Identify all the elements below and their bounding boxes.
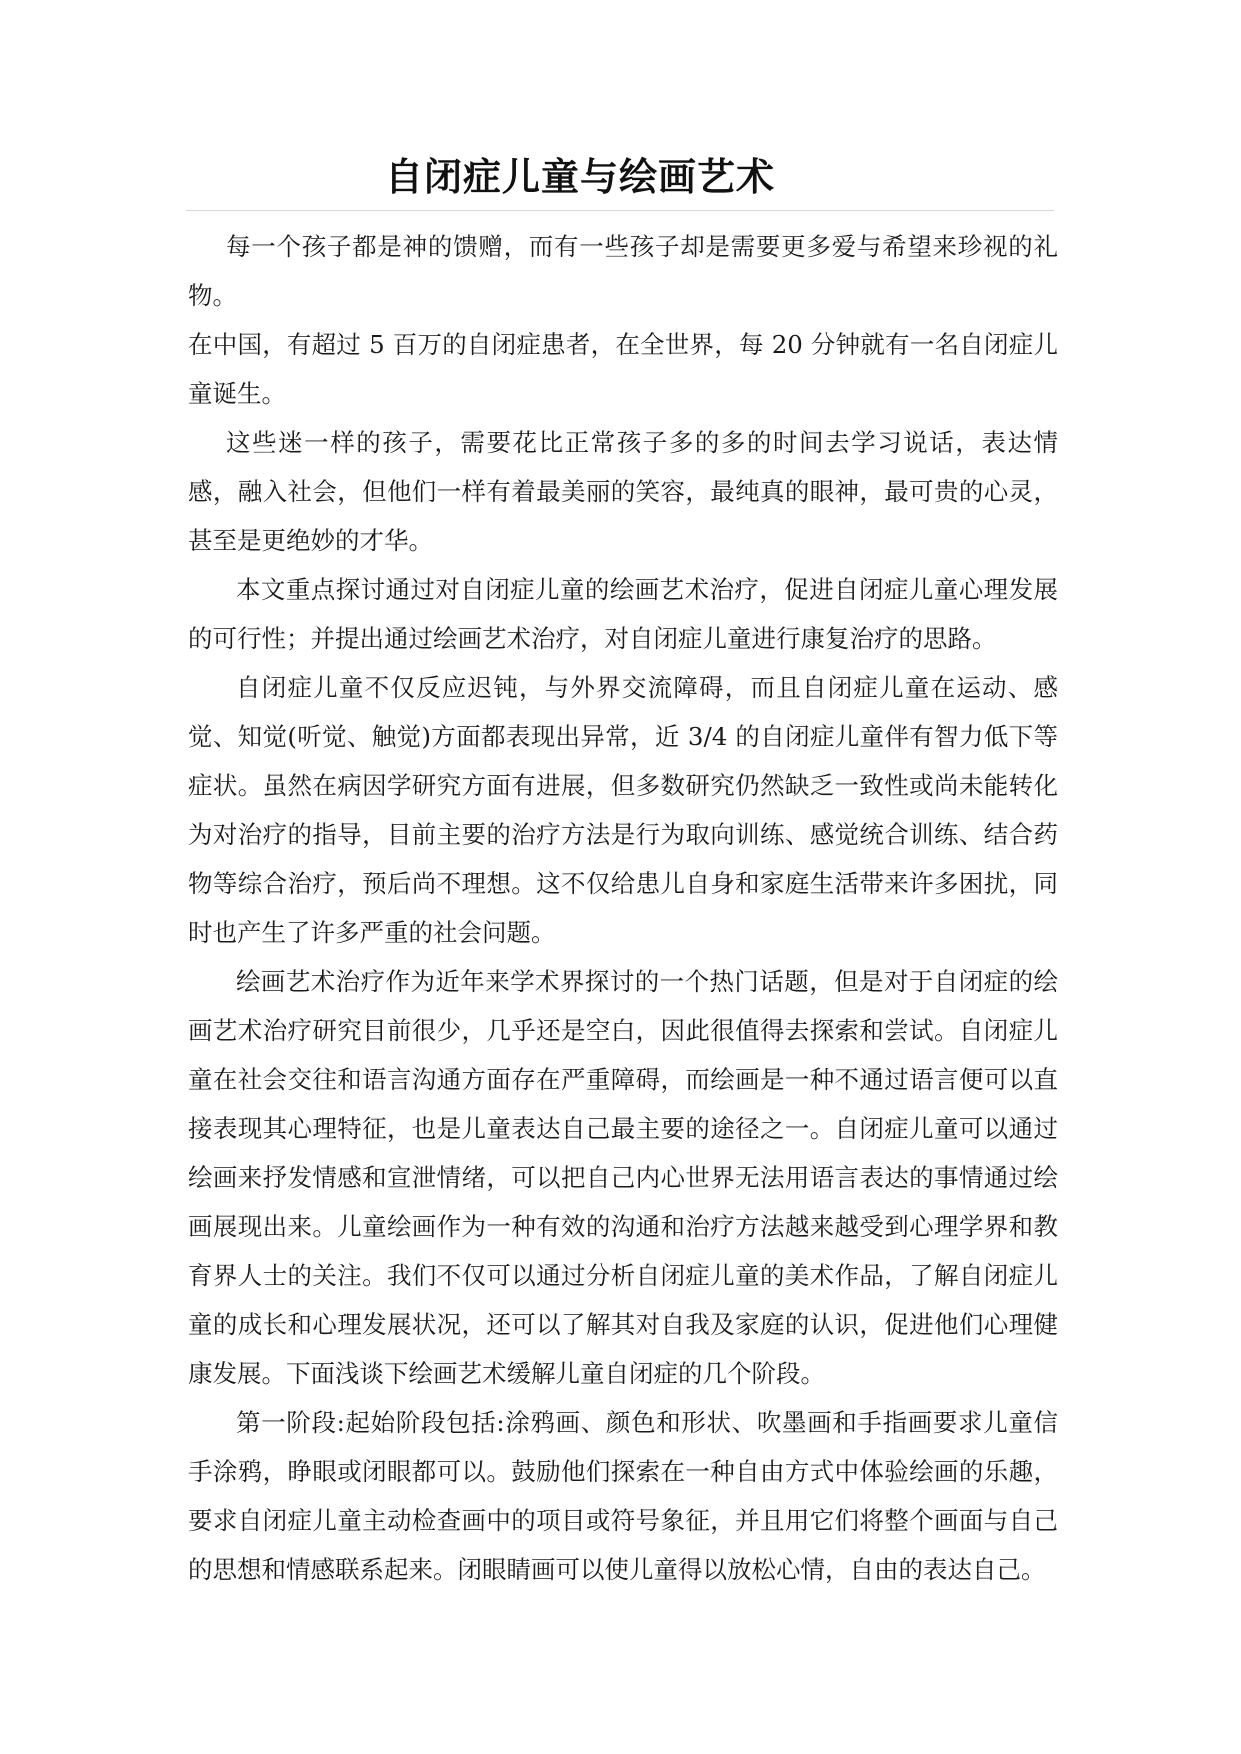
paragraph-intro: 每一个孩子都是神的馈赠，而有一些孩子却是需要更多爱与希望来珍视的礼物。: [188, 232, 1058, 310]
paragraph-children: 这些迷一样的孩子，需要花比正常孩子多的多的时间去学习说话，表达情感，融入社会，但他们一样有着最美丽的笑容，最纯真的眼神，最可贵的心灵，甚至是更绝妙的才华。: [188, 428, 1058, 555]
paragraph-purpose: 本文重点探讨通过对自闭症儿童的绘画艺术治疗，促进自闭症儿童心理发展的可行性；并提出通过绘画艺术治疗，对自闭症儿童进行康复治疗的思路。: [188, 575, 1058, 653]
paragraph-art-therapy: 绘画艺术治疗作为近年来学术界探讨的一个热门话题，但是对于自闭症的绘画艺术治疗研究目前很少，几乎还是空白，因此很值得去探索和尝试。自闭症儿童在社会交往和语言沟通方面存在严重障碍，而绘画是一种不通过语言便可以直接表现其心理特征，也是儿童表达自己最主要的途径之一。自闭症儿童可以通过绘画来抒发情感和宣泄情绪，可以把自己内心世界无法用语言表达的事情通过绘画展现出来。儿童绘画作为一种有效的沟通和治疗方法越来越受到心理学界和教育界人士的关注。我们不仅可以通过分析自闭症儿童的美术作品，了解自闭症儿童的成长和心理发展状况，还可以了解其对自我及家庭的认识，促进他们心理健康发展。下面浅谈下绘画艺术缓解儿童自闭症的几个阶段。: [188, 967, 1058, 1388]
title-divider: [186, 210, 1054, 211]
paragraph-stage-one: 第一阶段:起始阶段包括:涂鸦画、颜色和形状、吹墨画和手指画要求儿童信手涂鸦，睁眼或闭眼都可以。鼓励他们探索在一种自由方式中体验绘画的乐趣，要求自闭症儿童主动检查画中的项目或符号象征，并且用它们将整个画面与自己的思想和情感联系起来。闭眼睛画可以使儿童得以放松心情，自由的表达自己。: [188, 1408, 1058, 1584]
document-title: 自闭症儿童与绘画艺术: [384, 154, 775, 199]
document-body: [188, 222, 1058, 1594]
paragraph-statistics: 在中国，有超过 5 百万的自闭症患者，在全世界，每 20 分钟就有一名自闭症儿童诞生。: [188, 330, 1058, 408]
paragraph-symptoms: 自闭症儿童不仅反应迟钝，与外界交流障碍，而且自闭症儿童在运动、感觉、知觉(听觉、触觉)方面都表现出异常，近 3/4 的自闭症儿童伴有智力低下等症状。虽然在病因学研究方面有进展，但多数研究仍然缺乏一致性或尚未能转化为对治疗的指导，目前主要的治疗方法是行为取向训练、感觉统合训练、结合药物等综合治疗，预后尚不理想。这不仅给患儿自身和家庭生活带来许多困扰，同时也产生了许多严重的社会问题。: [188, 673, 1058, 947]
